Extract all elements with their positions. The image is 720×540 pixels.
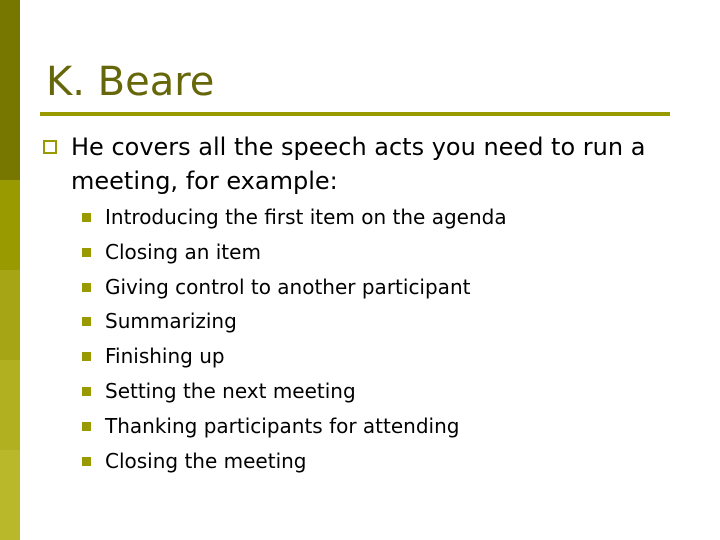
filled-square-bullet-icon — [82, 248, 91, 257]
list-item-label: Closing the meeting — [105, 448, 307, 473]
hollow-square-bullet-icon — [43, 140, 57, 154]
filled-square-bullet-icon — [82, 422, 91, 431]
bar-segment — [0, 270, 20, 360]
list-item-label: Setting the next meeting — [105, 378, 356, 403]
main-point-text: He covers all the speech acts you need to run a meeting, for example: — [71, 133, 646, 195]
list-item — [82, 235, 672, 270]
title-underline — [40, 112, 670, 116]
list-item — [82, 339, 672, 374]
list-item-label: Thanking participants for attending — [105, 413, 460, 438]
bar-segment — [0, 450, 20, 540]
filled-square-bullet-icon — [82, 317, 91, 326]
filled-square-bullet-icon — [82, 213, 91, 222]
bar-segment — [0, 0, 20, 180]
list-item-label: Giving control to another participant — [105, 274, 471, 299]
list-item-label: Closing an item — [105, 239, 261, 264]
list-item-label: Finishing up — [105, 344, 225, 369]
list-item — [82, 409, 672, 444]
bar-segment — [0, 360, 20, 450]
list-item-label: Introducing the first item on the agenda — [105, 205, 507, 229]
filled-square-bullet-icon — [82, 283, 91, 292]
left-accent-bar — [0, 0, 20, 540]
list-item — [82, 200, 672, 235]
list-item — [82, 444, 672, 479]
filled-square-bullet-icon — [82, 352, 91, 361]
slide-title: K. Beare — [46, 59, 215, 105]
list-item — [82, 374, 672, 409]
list-item — [82, 270, 672, 305]
list-item — [82, 304, 672, 339]
filled-square-bullet-icon — [82, 457, 91, 466]
examples-list — [82, 200, 672, 478]
filled-square-bullet-icon — [82, 387, 91, 396]
bar-segment — [0, 180, 20, 270]
list-item-label: Summarizing — [105, 309, 237, 334]
